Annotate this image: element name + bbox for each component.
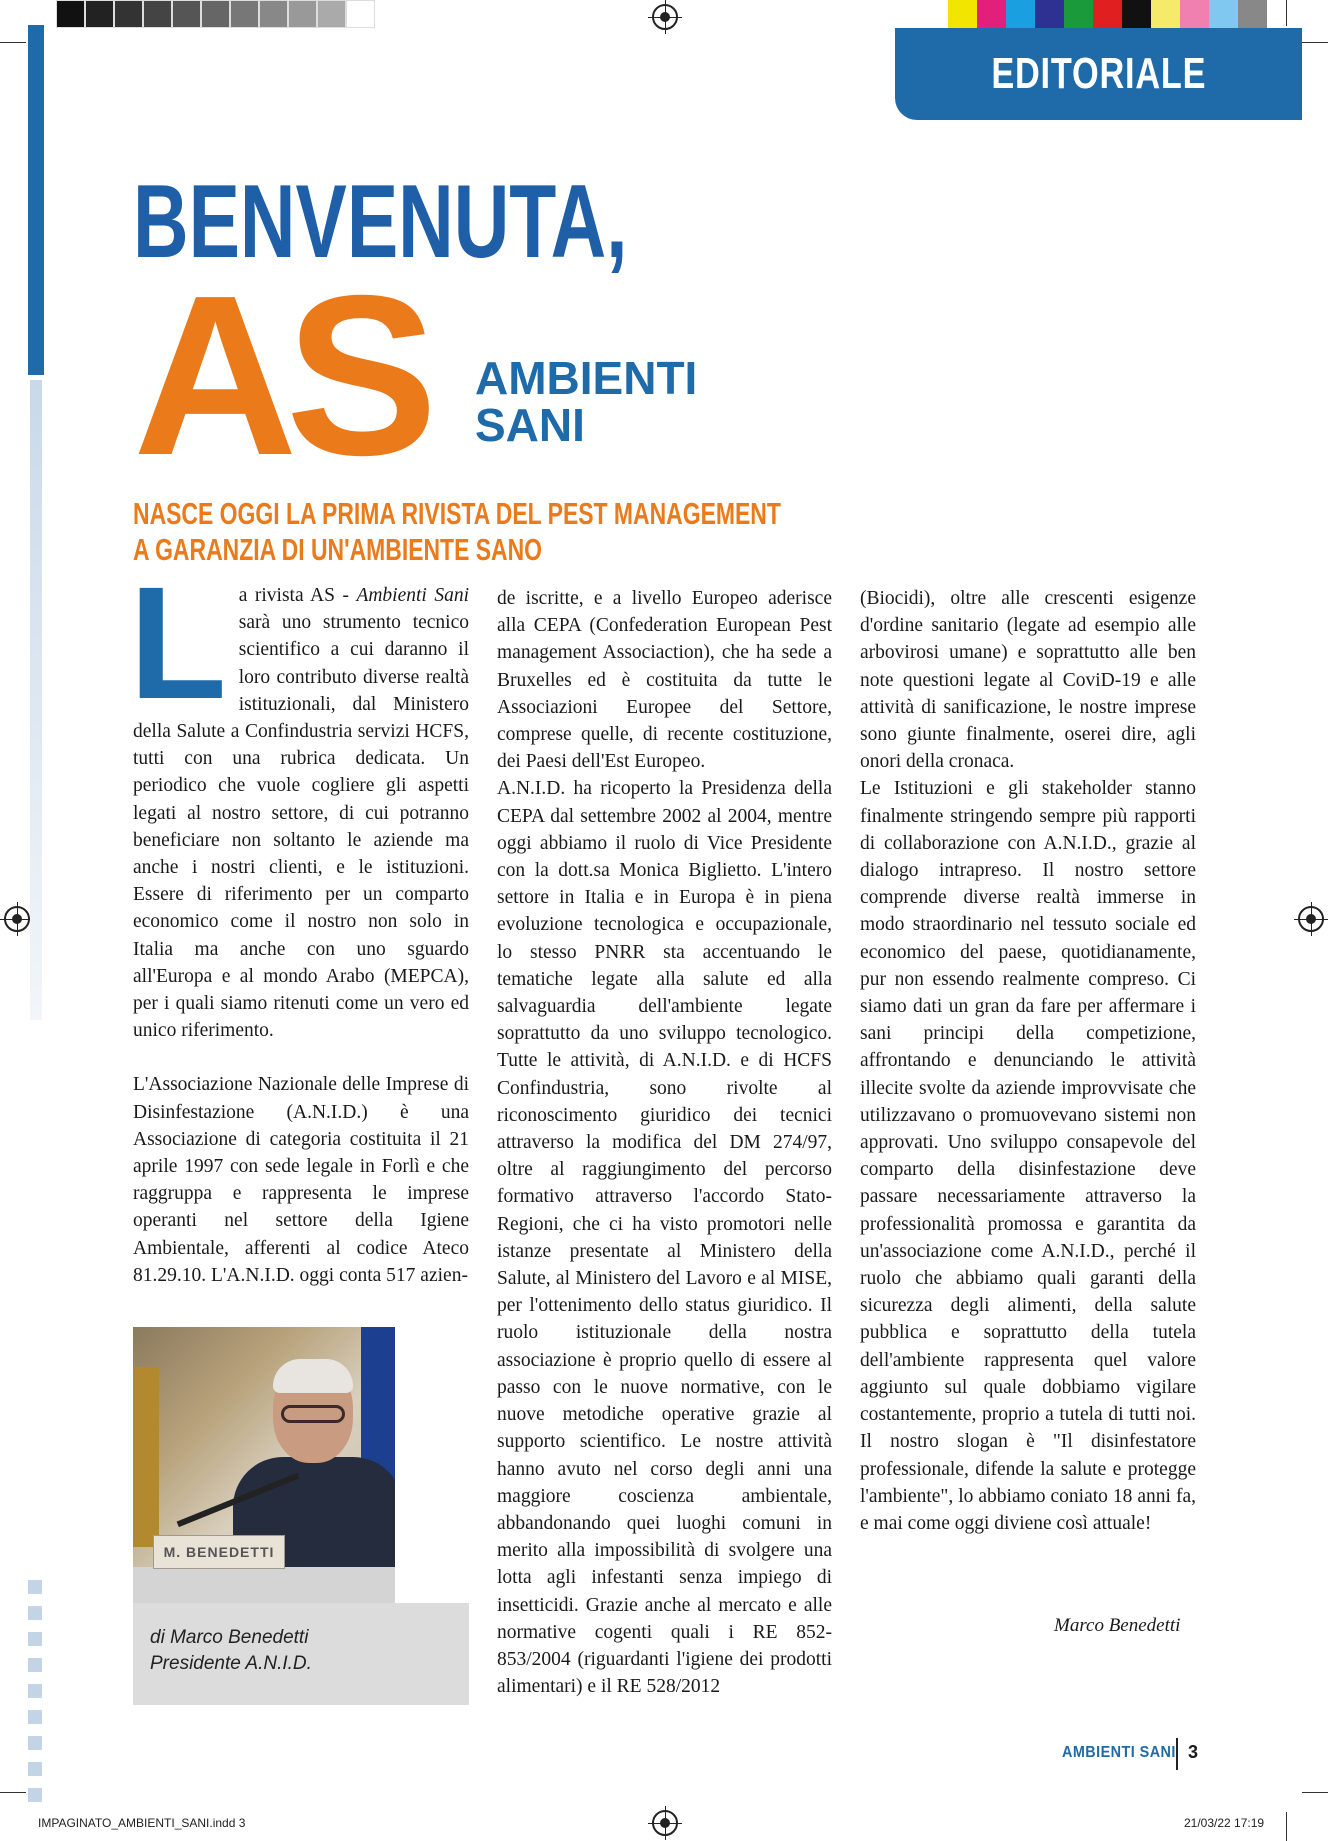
slug-datetime: 21/03/22 17:19 — [1184, 1816, 1265, 1830]
paragraph-association-part1: L'Associazione Nazionale delle Imprese di Disinfestazione (A.N.I.D.) è una Associazione di categoria costituita il 21 aprile 1997 con sede legale in Forlì e che raggruppa e rappresenta le imprese operanti nel settore della Igiene Ambientale, afferenti al codice Ateco 81.29.10. L'A.N.I.D. oggi conta 517 azien- — [133, 1074, 469, 1286]
caption-author: di Marco Benedetti — [150, 1627, 309, 1648]
crop-mark — [1286, 0, 1287, 26]
decorative-side-dots — [28, 1580, 42, 1810]
crop-mark — [0, 42, 26, 43]
registration-mark-bottom — [652, 1810, 678, 1836]
article-column-2 — [497, 585, 832, 1700]
magazine-name-italic: Ambienti Sani — [356, 585, 469, 606]
footer-divider — [1176, 1738, 1178, 1770]
section-tab-label: EDITORIALE — [990, 49, 1207, 98]
slug-filename: IMPAGINATO_AMBIENTI_SANI.indd 3 — [38, 1816, 246, 1830]
photo-person-glasses — [281, 1405, 345, 1423]
article-column-3 — [860, 585, 1196, 1537]
registration-mark-top — [652, 4, 678, 30]
footer-brand: AMBIENTI SANI — [1062, 1744, 1176, 1761]
paragraph-association-part2: de iscritte, e a livello Europeo aderisce alla CEPA (Confederation European Pest management Associaction), che ha sede a Bruxelles ed è costituita da tutte le Associazioni Europee del Settore, comprese quelle, di recente costituzione, dei Paesi dell'Est Europeo. — [497, 588, 832, 773]
article-column-1 — [129, 553, 469, 1289]
photo-desk — [133, 1567, 395, 1603]
paragraph-institutions: Le Istituzioni e gli stakeholder stanno finalmente stringendo sempre più rapporti di collaborazione con A.N.I.D., grazie al dialogo intrapreso. Il nostro settore comprende diverse realtà immerse in modo straordinario nel tessuto sociale ed economico del paese, quotidianamente, pur non essendo realmente compreso. Ci siamo dati un gran da fare per affermare i sani principi della competizione, affrontando e denunciando le attività illecite svolte da aziende improvvisate che utilizzavano o promuovevano sistemi non approvati. Uno sviluppo consapevole del comparto della disinfestazione deve passare necessariamente attraverso la professionalità promossa e garantita da un'associazione come A.N.I.D., perché il ruolo che abbiamo quali garanti della sicurezza degli alimenti, della salute pubblica e soprattutto della tutela dell'ambiente rappresenta quel valore aggiunto sul quale dobbiamo vigilare costantemente, proprio a tutela di tutti noi. Il nostro slogan è "Il disinfestatore professionale, difende la salute e protegge l'ambiente", lo abbiamo coniato 18 anni fa, e mai come oggi diviene così attuale! — [860, 778, 1196, 1534]
section-tab — [895, 28, 1302, 120]
decorative-side-gradient — [30, 380, 42, 1020]
logo-as-letters: AS — [133, 249, 426, 503]
author-photo — [133, 1327, 395, 1603]
logo-wordmark — [475, 352, 698, 451]
photo-background-frame — [133, 1367, 159, 1547]
caption-role: Presidente A.N.I.D. — [150, 1653, 312, 1674]
subheadline-line-2: A GARANZIA DI UN'AMBIENTE SANO — [133, 532, 543, 567]
intro-text-start: a rivista AS - — [238, 585, 357, 606]
photo-person-hair — [273, 1359, 353, 1393]
photo-caption — [150, 1625, 312, 1677]
headline-title: BENVENUTA, — [133, 164, 628, 280]
paragraph-presidency: A.N.I.D. ha ricoperto la Presidenza della CEPA dal settembre 2002 al 2004, mentre oggi abbiamo il ruolo di Vice Presidente con la dott.sa Monica Biglietto. L'intero settore in Italia e in Europa è in piena evoluzione tecnologica e occupazionale, lo stesso PNRR sta accentuando le tematiche legate alla salute ed alla salvaguardia dell'ambiente legate soprattutto da uno sviluppo tecnologico. Tutte le attività, di A.N.I.D. e di HCFS Confindustria, sono rivolte al riconoscimento giuridico dei tecnici attraverso la modifica del DM 274/97, oltre al raggiungimento del percorso formativo attraverso l'accordo Stato-Regioni, che ci ha visto promotori nelle istanze presentate al Ministero della Salute, al Ministero del Lavoro e al MISE, per l'ottenimento dello status giuridico. Il ruolo istituzionale della nostra associazione è proprio quello di essere al passo con le nuove normative, con le nuove metodiche operative grazie al supporto scientifico. Le nostre attività hanno avuto nel corso degli anni una maggiore coscienza ambientale, abbandonando quei luoghi comuni in merito alla impossibilità di svolgere una lotta agli infestanti senza impiego di insetticidi. Grazie anche al mercato e alle normative cogenti quali i RE 852-853/2004 (riguardanti l'igiene dei prodotti alimentari) e il RE 528/2012 — [497, 778, 832, 1698]
logo-word-sani: SANI — [475, 399, 585, 451]
logo-word-ambienti: AMBIENTI — [475, 352, 698, 404]
print-greyscale-bar — [56, 0, 375, 28]
crop-mark — [1302, 1792, 1328, 1793]
crop-mark — [0, 1792, 26, 1793]
drop-cap: L — [129, 553, 227, 732]
page-number: 3 — [1188, 1742, 1199, 1762]
paragraph-presidency-cont: (Biocidi), oltre alle crescenti esigenze d'ordine sanitario (legate ad esempio alle arbovirosi umane) e soprattutto alle ben note questioni legate al CoviD-19 e alle attività di sanificazione, le nostre imprese sono giunte finalmente, oserei dire, agli onori della cronaca. — [860, 588, 1196, 773]
author-signature: Marco Benedetti — [1054, 1615, 1181, 1636]
print-color-bar — [948, 0, 1267, 28]
decorative-side-strip — [28, 25, 44, 375]
paragraph-intro — [129, 553, 469, 1044]
registration-mark-right — [1298, 906, 1324, 932]
intro-text-rest: sarà uno strumento tecnico scientifico a cui daranno il loro contributo diverse realtà istituzionali, dal Ministero della Salute a Confindustria servizi HCFS, tutti con una rubrica dedicata. Un periodico che vuole cogliere gli aspetti legati al nostro settore, di cui potranno beneficiare non soltanto le aziende ma anche i nostri clienti, e le istituzioni. Essere di riferimento per un comparto economico come il nostro non solo in Italia ma anche con uno sguardo all'Europa e al mondo Arabo (MEPCA), per i quali siamo ritenuti come un vero ed unico riferimento. — [133, 612, 469, 1042]
subheadline — [133, 496, 781, 568]
registration-mark-left — [4, 906, 30, 932]
crop-mark — [1302, 42, 1328, 43]
crop-mark — [1286, 1812, 1287, 1841]
subheadline-line-1: NASCE OGGI LA PRIMA RIVISTA DEL PEST MANAGEMENT — [133, 496, 781, 531]
photo-nameplate: M. BENEDETTI — [153, 1535, 285, 1569]
